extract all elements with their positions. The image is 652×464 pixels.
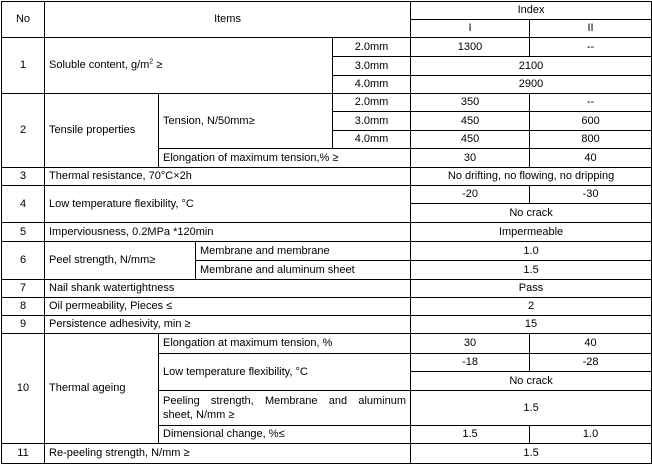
item-persistence-adhesivity: Persistence adhesivity, min ≥ <box>45 316 411 334</box>
value-2: 40 <box>530 334 652 354</box>
row-no: 4 <box>2 186 45 223</box>
subitem-elongation: Elongation of maximum tension,% ≥ <box>159 149 411 168</box>
value-1: 30 <box>411 334 530 354</box>
value-1: 1.5 <box>411 426 530 444</box>
thickness-3mm: 3.0mm <box>333 112 411 131</box>
value-2: -30 <box>530 186 652 204</box>
item-thermal-ageing: Thermal ageing <box>45 334 159 444</box>
header-no: No <box>2 2 45 38</box>
subitem-low-temp-flexibility: Low temperature flexibility, °C <box>159 354 411 391</box>
value-merged: Pass <box>411 280 652 298</box>
subitem-peeling-strength: Peeling strength, Membrane and aluminum sheet, N/mm ≥ <box>159 391 411 426</box>
item-re-peeling-strength: Re-peeling strength, N/mm ≥ <box>45 444 411 464</box>
header-grade-1: I <box>411 20 530 38</box>
value-2: 800 <box>530 131 652 149</box>
thickness-2mm: 2.0mm <box>333 38 411 57</box>
value-merged: 1.5 <box>411 261 652 280</box>
value-merged: 1.5 <box>411 444 652 464</box>
value-1: 350 <box>411 94 530 112</box>
row-no: 3 <box>2 168 45 186</box>
value-merged: No crack <box>411 372 652 391</box>
header-items: Items <box>45 2 411 38</box>
value-merged: 2900 <box>411 76 652 94</box>
value-merged: 2100 <box>411 57 652 76</box>
value-1: -18 <box>411 354 530 372</box>
value-merged: Impermeable <box>411 223 652 242</box>
value-merged: No drifting, no flowing, no dripping <box>411 168 652 186</box>
value-1: 1300 <box>411 38 530 57</box>
thickness-3mm: 3.0mm <box>333 57 411 76</box>
item-peel-strength: Peel strength, N/mm≥ <box>45 242 196 280</box>
value-2: 600 <box>530 112 652 131</box>
row-no: 9 <box>2 316 45 334</box>
item-nail-shank: Nail shank watertightness <box>45 280 411 298</box>
value-merged: 1.5 <box>411 391 652 426</box>
row-no: 1 <box>2 38 45 94</box>
item-tensile-properties: Tensile properties <box>45 94 159 168</box>
header-grade-2: II <box>530 20 652 38</box>
value-1: 450 <box>411 112 530 131</box>
row-no: 7 <box>2 280 45 298</box>
subitem-membrane-membrane: Membrane and membrane <box>196 242 411 261</box>
value-2: 1.0 <box>530 426 652 444</box>
item-thermal-resistance: Thermal resistance, 70°C×2h <box>45 168 411 186</box>
value-2: -- <box>530 38 652 57</box>
row-no: 2 <box>2 94 45 168</box>
value-1: -20 <box>411 186 530 204</box>
row-no: 5 <box>2 223 45 242</box>
header-index: Index <box>411 2 652 20</box>
subitem-elongation: Elongation at maximum tension, % <box>159 334 411 354</box>
value-merged: 15 <box>411 316 652 334</box>
row-no: 10 <box>2 334 45 444</box>
item-imperviousness: Imperviousness, 0.2MPa *120min <box>45 223 411 242</box>
thickness-4mm: 4.0mm <box>333 131 411 149</box>
row-no: 8 <box>2 298 45 316</box>
value-1: 30 <box>411 149 530 168</box>
item-oil-permeability: Oil permeability, Pieces ≤ <box>45 298 411 316</box>
subitem-tension: Tension, N/50mm≥ <box>159 94 333 149</box>
subitem-dimensional-change: Dimensional change, %≤ <box>159 426 411 444</box>
value-2: -28 <box>530 354 652 372</box>
item-soluble-content: Soluble content, $g/m^2$ ≥ <box>45 38 333 94</box>
row-no: 6 <box>2 242 45 280</box>
thickness-4mm: 4.0mm <box>333 76 411 94</box>
value-2: 40 <box>530 149 652 168</box>
row-no: 11 <box>2 444 45 464</box>
value-merged: 2 <box>411 298 652 316</box>
value-2: -- <box>530 94 652 112</box>
value-1: 450 <box>411 131 530 149</box>
subitem-membrane-aluminum: Membrane and aluminum sheet <box>196 261 411 280</box>
value-merged: 1.0 <box>411 242 652 261</box>
thickness-2mm: 2.0mm <box>333 94 411 112</box>
value-merged: No crack <box>411 204 652 223</box>
specification-table <box>1 1 652 464</box>
item-low-temp-flexibility: Low temperature flexibility, °C <box>45 186 411 223</box>
